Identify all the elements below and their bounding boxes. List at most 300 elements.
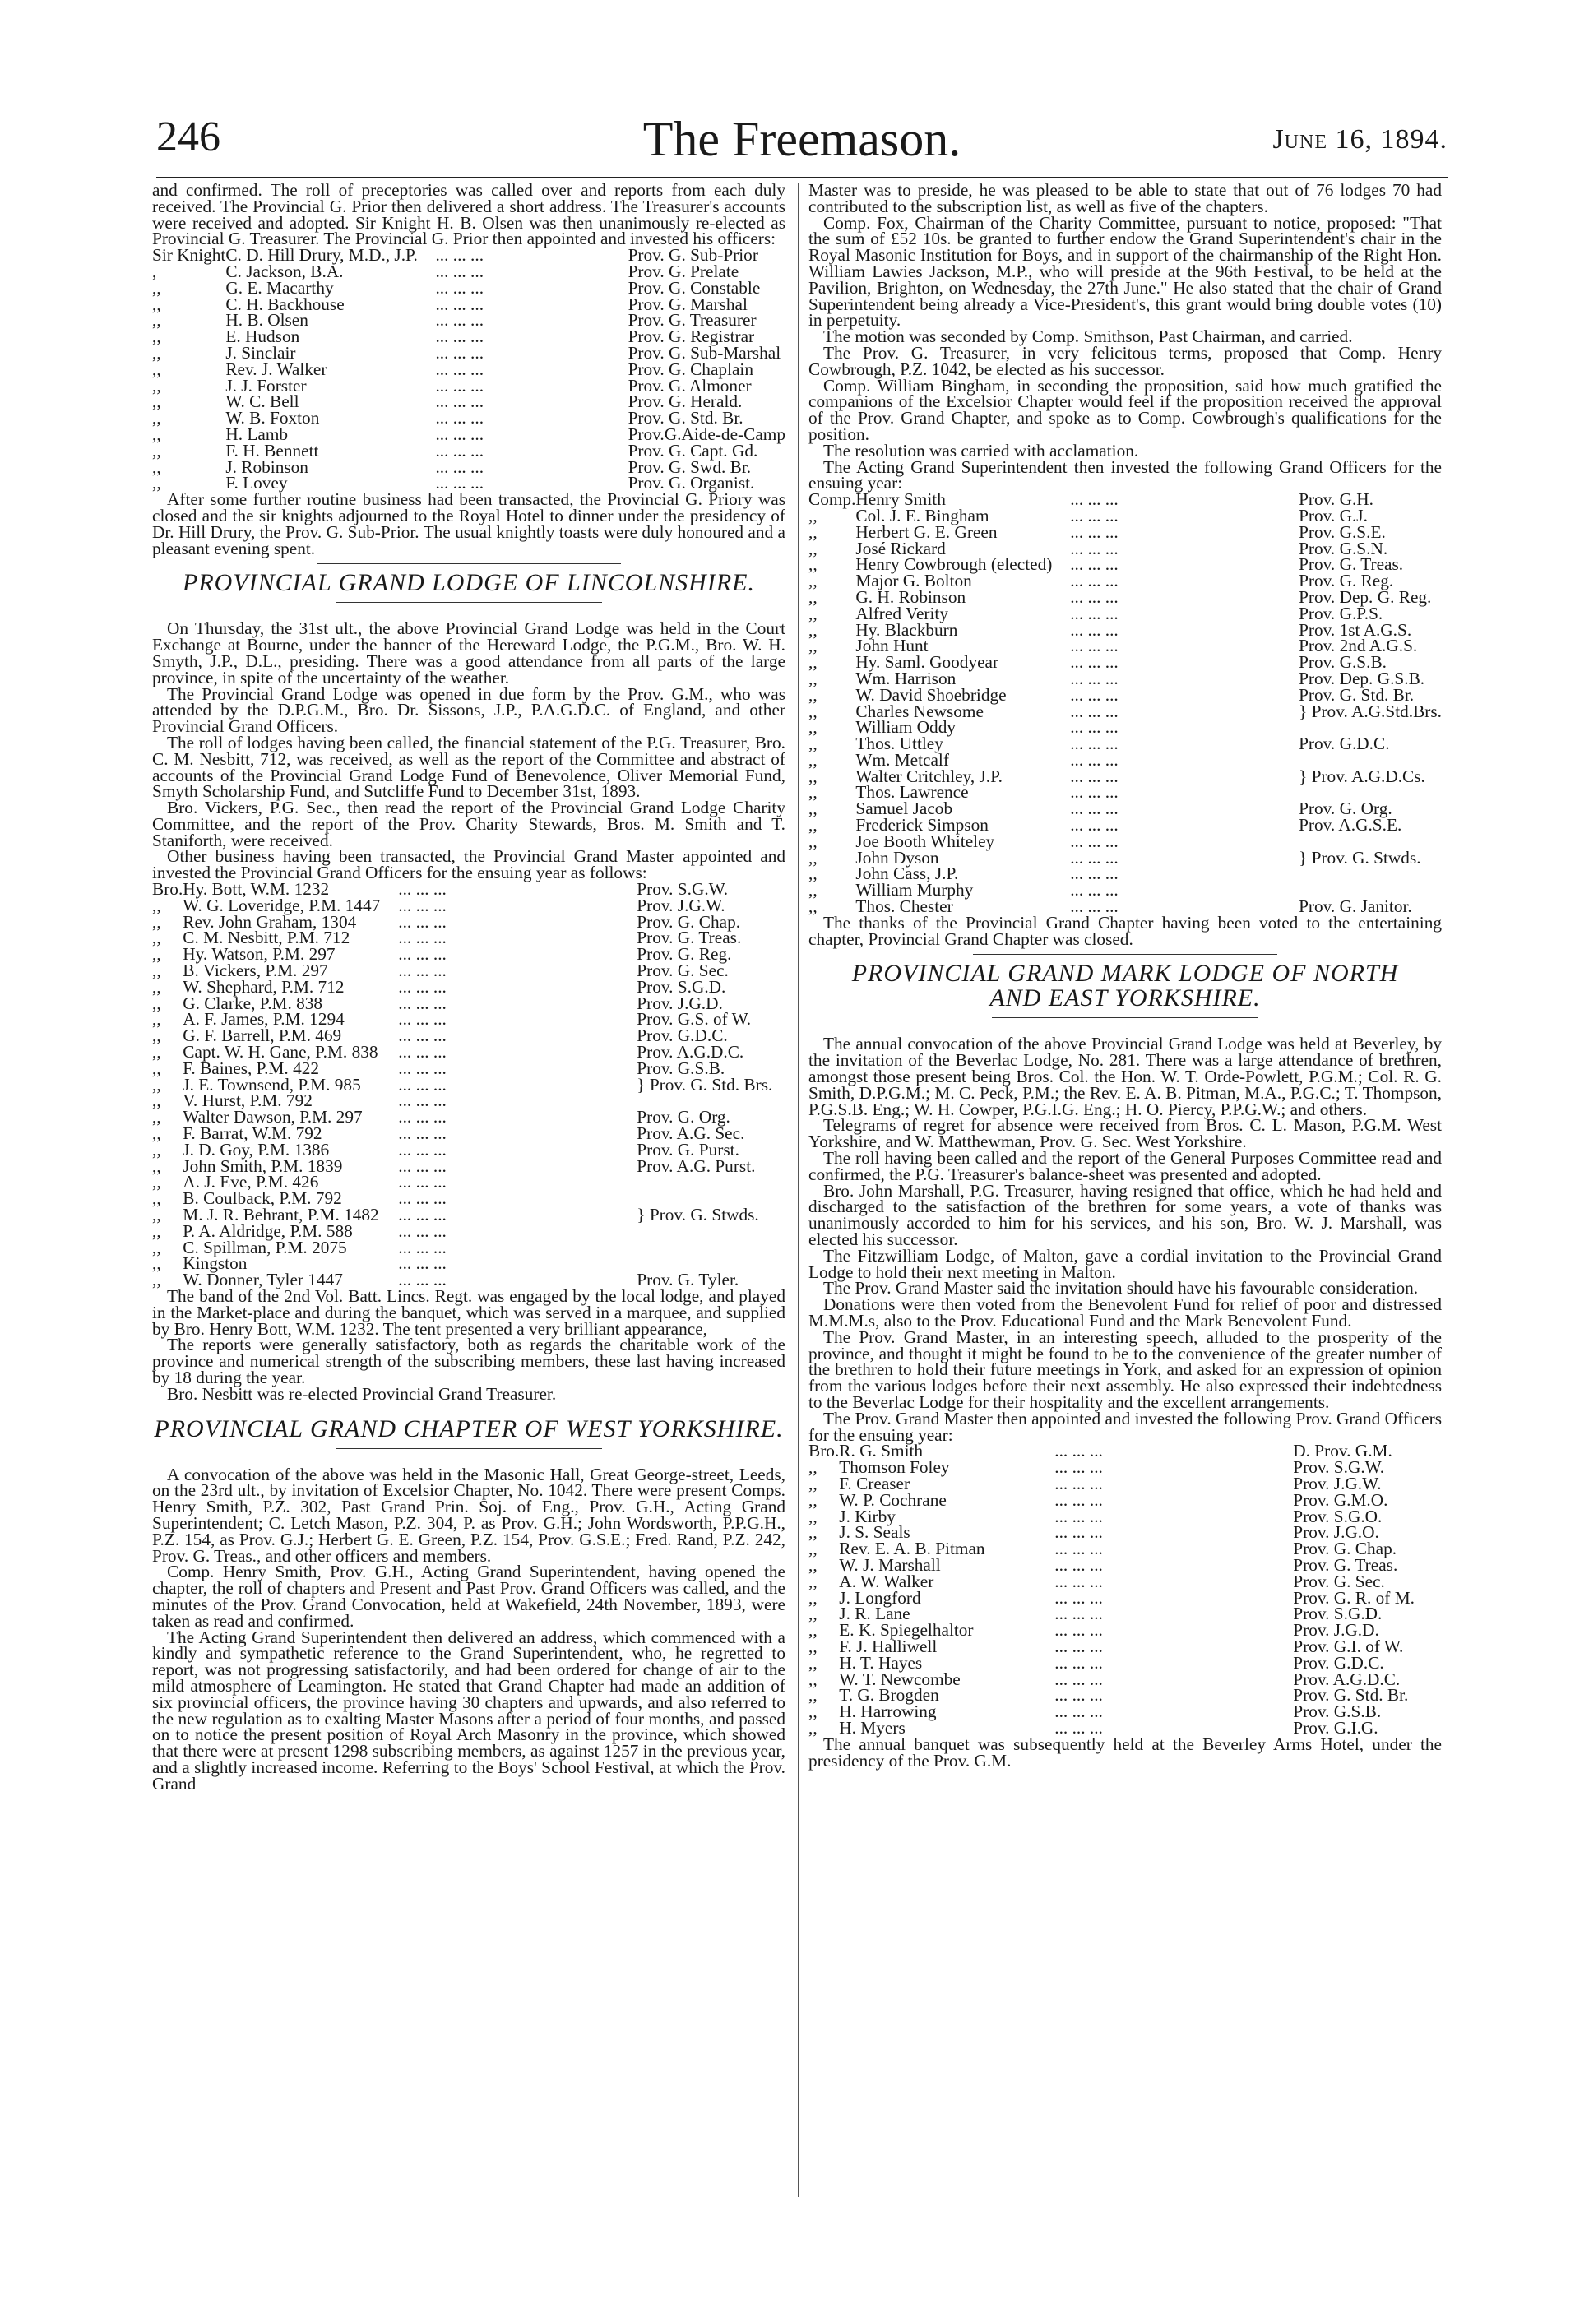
leader-dots: ... ... ...: [1070, 489, 1119, 510]
honorific: ,,: [808, 782, 818, 803]
officer-office: [637, 1224, 785, 1240]
officer-name: H. Myers: [839, 1717, 906, 1738]
officer-office: Prov. S.G.W.: [637, 879, 729, 900]
officer-office: Prov. J.G.W.: [1293, 1473, 1382, 1493]
honorific: ,,: [808, 619, 818, 640]
officer-office: Prov. Dep. G. Reg.: [1299, 586, 1432, 607]
honorific: ,,: [152, 1074, 161, 1095]
honorific: ,: [152, 261, 157, 281]
leader-dots: ... ... ...: [435, 473, 484, 493]
officer-name: J. R. Lane: [839, 1604, 910, 1624]
officer-office: } Prov. G. Stwds.: [1299, 847, 1421, 868]
officer-name: José Rickard: [855, 538, 946, 558]
honorific: Comp.: [808, 489, 856, 510]
officer-name: W. P. Cochrane: [839, 1489, 947, 1510]
officer-name: J. J. Forster: [225, 375, 307, 396]
officer-office: } Prov. A.G.D.Cs.: [1299, 766, 1425, 786]
leader-dots: ... ... ...: [398, 1220, 447, 1241]
honorific: ,,: [808, 1587, 818, 1608]
leader-dots: ... ... ...: [435, 440, 484, 461]
preceptory-officers-table: [152, 245, 785, 493]
officer-name: F. Baines, P.M. 422: [183, 1058, 320, 1078]
leader-dots: ... ... ...: [435, 245, 484, 266]
paragraph: Bro. Vickers, P.G. Sec., then read the report of the Provincial Grand Lodge Charity Committee, and the report of the Prov. Charity Stewards, Bros. M. Smith and T. Staniforth, were received.: [152, 798, 785, 850]
leader-dots: ... ... ...: [1054, 1473, 1103, 1493]
officer-name: P. A. Aldridge, P.M. 588: [183, 1220, 353, 1241]
officer-office: Prov. 2nd A.G.S.: [1299, 636, 1418, 656]
honorific: ,,: [152, 1205, 161, 1225]
officer-name: J. E. Townsend, P.M. 985: [183, 1074, 361, 1095]
officer-office: Prov. G. Reg.: [637, 944, 732, 965]
officer-name: G. Clarke, P.M. 838: [183, 993, 323, 1013]
officer-office: Prov. G. Std. Br.: [1293, 1685, 1409, 1706]
officer-name: E. K. Spiegelhaltor: [839, 1620, 974, 1641]
leader-dots: ... ... ...: [1054, 1701, 1103, 1722]
officer-name: W. Donner, Tyler 1447: [183, 1270, 343, 1290]
officer-office: Prov. J.G.D.: [1293, 1620, 1379, 1641]
honorific: ,,: [152, 342, 161, 363]
officer-name: Hy. Blackburn: [855, 619, 958, 640]
honorific: ,,: [152, 993, 161, 1013]
honorific: ,,: [152, 1172, 161, 1192]
officer-name: Rev. E. A. B. Pitman: [839, 1539, 985, 1559]
honorific: ,,: [808, 896, 818, 917]
officer-office: Prov. G. Treas.: [1293, 1554, 1398, 1575]
officer-name: R. G. Smith: [839, 1441, 924, 1461]
honorific: ,,: [808, 847, 818, 868]
leader-dots: ... ... ...: [398, 1253, 447, 1274]
honorific: ,,: [808, 1685, 818, 1706]
officer-name: G. H. Robinson: [855, 586, 966, 607]
officer-office: Prov. J.G.D.: [637, 993, 723, 1013]
honorific: ,,: [808, 603, 818, 623]
paragraph: Telegrams of regret for absence were received from Bros. C. L. Mason, P.G.M. West Yorkshire, and W. Matthewman, Prov. G. Sec. West Yorkshire.: [808, 1115, 1442, 1152]
officer-name: C. D. Hill Drury, M.D., J.P.: [225, 245, 418, 266]
leader-dots: ... ... ...: [1070, 880, 1119, 900]
officer-office: } Prov. G. Stwds.: [637, 1205, 759, 1225]
leader-dots: ... ... ...: [398, 1172, 447, 1192]
leader-dots: ... ... ...: [435, 359, 484, 379]
leader-dots: ... ... ...: [1070, 766, 1119, 786]
honorific: ,,: [152, 440, 161, 461]
honorific: ,,: [808, 717, 818, 738]
leader-dots: ... ... ...: [1054, 1506, 1103, 1526]
leader-dots: ... ... ...: [1070, 521, 1119, 542]
honorific: ,,: [808, 701, 818, 721]
officer-name: Thos. Uttley: [855, 734, 943, 754]
officer-name: Wm. Harrison: [855, 668, 957, 688]
leader-dots: ... ... ...: [1054, 1554, 1103, 1575]
leader-dots: ... ... ...: [1054, 1539, 1103, 1559]
honorific: ,,: [808, 749, 818, 770]
officer-name: William Oddy: [855, 717, 956, 738]
divider-rule: [336, 602, 601, 603]
officer-name: H. Lamb: [225, 424, 289, 444]
honorific: ,,: [808, 652, 818, 673]
honorific: ,,: [808, 1604, 818, 1624]
divider-rule: [317, 563, 621, 564]
officer-office: Prov. G.S.B.: [637, 1058, 725, 1078]
officer-office: Prov. G. Sec.: [1293, 1571, 1385, 1591]
honorific: ,,: [152, 294, 161, 314]
officer-office: Prov. G. Reg.: [1299, 571, 1394, 591]
heading-mark-lodge-line1: PROVINCIAL GRAND MARK LODGE OF NORTH: [851, 960, 1399, 988]
officer-office: Prov. G. Org.: [1299, 799, 1392, 819]
honorific: ,,: [808, 538, 818, 558]
paragraph: The annual convocation of the above Provincial Grand Lodge was held at Beverley, by the invitation of the Beverlac Lodge, No. 281. There was a large attendance of brethren, amongst those present being Bros. Col. the Hon. W. T. Orde-Powlett, P.G.M.; Col. R. G. Smith, D.P.G.M.; M. C. Peck, P.M.; the Rev. E. A. B. Pitman, M.A., P.G.C.; T. Thompson, P.G.S.B. Eng.; W. H. Cowper, P.G.I.G. Eng.; H. O. Piercy, P.P.G.W.; and others.: [808, 1034, 1442, 1119]
leader-dots: ... ... ...: [435, 277, 484, 298]
honorific: ,,: [808, 815, 818, 836]
officer-office: Prov. A.G. Sec.: [637, 1123, 745, 1144]
paragraph: The resolution was carried with acclamation.: [823, 440, 1139, 461]
mark-officers-table: [808, 1443, 1442, 1736]
officer-office: Prov. G. Marshal: [628, 294, 748, 314]
honorific: ,,: [152, 277, 161, 298]
honorific: ,,: [152, 1188, 161, 1209]
paragraph: Comp. Henry Smith, Prov. G.H., Acting Grand Superintendent, having opened the chapter, the roll of chapters and Present and Past Prov. Grand Officers was called, and the minutes of the Prov. Grand Convocation, held at Wakefield, 24th November, 1893, were taken as read and confirmed.: [152, 1562, 785, 1631]
officer-name: F. Creaser: [839, 1473, 910, 1493]
honorific: ,,: [808, 505, 818, 525]
paragraph: The roll having been called and the report of the General Purposes Committee read and confirmed, the P.G. Treasurer's balance-sheet was presented and adopted.: [808, 1148, 1442, 1184]
officer-name: C. Jackson, B.A.: [225, 261, 344, 281]
divider-rule: [973, 954, 1277, 955]
issue-date: June 16, 1894.: [1272, 124, 1448, 155]
leader-dots: ... ... ...: [435, 310, 484, 331]
honorific: ,,: [152, 1270, 161, 1290]
officer-name: Major G. Bolton: [855, 571, 972, 591]
paragraph: Donations were then voted from the Benevolent Fund for relief of poor and distressed M.M.M.s, also to the Prov. Educational Fund and the Mark Benevolent Fund.: [808, 1294, 1442, 1331]
paragraph: and confirmed. The roll of preceptories was called over and reports from each duly received. The Provincial G. Prior then delivered a short address. The Treasurer's accounts were received and adopted. Sir Knight H. B. Olsen was then unanimously re-elected as Provincial G. Treasurer. The Provincial G. Prior then appointed and invested his officers:: [152, 180, 785, 249]
paragraph: Bro. Nesbitt was re-elected Provincial Grand Treasurer.: [167, 1383, 557, 1404]
leader-dots: ... ... ...: [435, 456, 484, 477]
officer-office: Prov. G. Sub-Marshal: [628, 342, 781, 363]
leader-dots: ... ... ...: [1070, 717, 1119, 738]
officer-office: [637, 1174, 785, 1191]
officer-name: Frederick Simpson: [855, 815, 989, 836]
officer-name: Hy. Saml. Goodyear: [855, 652, 999, 673]
leader-dots: ... ... ...: [398, 1155, 447, 1176]
leader-dots: ... ... ...: [398, 976, 447, 997]
heading-mark-lodge-line2: AND EAST YORKSHIRE.: [989, 984, 1261, 1012]
leader-dots: ... ... ...: [398, 1042, 447, 1062]
masthead: [156, 111, 1448, 178]
leader-dots: ... ... ...: [1070, 571, 1119, 591]
paragraph: Comp. Fox, Chairman of the Charity Committee, pursuant to notice, proposed: "That the sum of £52 10s. be granted to further endow the Grand Superintendent's chair in the Royal Masonic Institution for Boys, and in support of the chairmanship of the Right Hon. William Lawies Jackson, M.P., who will preside at the 96th Festival, to be held at the Pavilion, Brighton, on Wednesday, the 27th June." He also stated that the chair of Grand Superintendent being already a Vice-President's, this grant would bring double votes (10) in perpetuity.: [808, 212, 1442, 331]
officer-name: Henry Cowbrough (elected): [855, 554, 1053, 575]
officer-row: [152, 1240, 785, 1257]
column-divider: [798, 183, 799, 2197]
leader-dots: ... ... ...: [1070, 505, 1119, 525]
honorific: ,,: [152, 1139, 161, 1160]
honorific: ,,: [152, 1253, 161, 1274]
officer-name: F. J. Halliwell: [839, 1636, 938, 1656]
officer-office: Prov. G. Tyler.: [637, 1270, 739, 1290]
officer-office: Prov. S.G.W.: [1293, 1457, 1385, 1478]
leader-dots: ... ... ...: [398, 1139, 447, 1160]
honorific: ,,: [808, 684, 818, 705]
leader-dots: ... ... ...: [398, 1270, 447, 1290]
officer-name: A. F. James, P.M. 1294: [183, 1009, 345, 1030]
honorific: ,,: [808, 521, 818, 542]
leader-dots: ... ... ...: [1070, 554, 1119, 575]
honorific: ,,: [152, 391, 161, 412]
officer-office: Prov. G. Constable: [628, 277, 761, 298]
officer-name: Thos. Chester: [855, 896, 953, 917]
officer-name: W. J. Marshall: [839, 1554, 941, 1575]
officer-name: Rev. John Graham, 1304: [183, 911, 357, 932]
officer-office: Prov. J.G.W.: [637, 895, 725, 915]
honorific: ,,: [152, 326, 161, 347]
honorific: ,,: [152, 1220, 161, 1241]
leader-dots: ... ... ...: [398, 1058, 447, 1078]
honorific: ,,: [808, 799, 818, 819]
officer-office: Prov. A.G.D.C.: [637, 1042, 744, 1062]
officer-name: Alfred Verity: [855, 603, 948, 623]
honorific: ,,: [152, 944, 161, 965]
paragraph: On Thursday, the 31st ult., the above Provincial Grand Lodge was held in the Court Exchange at Bourne, under the banner of the Hereward Lodge, the P.G.M., Bro. W. H. Smyth, J.P., D.L., presiding. There was a good attendance from all parts of the large province, in spite of the uncertainty of the weather.: [152, 618, 785, 687]
officer-name: H. Harrowing: [839, 1701, 937, 1722]
honorific: ,,: [808, 880, 818, 900]
leader-dots: ... ... ...: [398, 1237, 447, 1257]
officer-office: Prov. G.D.C.: [1299, 734, 1390, 754]
officer-name: B. Vickers, P.M. 297: [183, 961, 328, 981]
honorific: Bro.: [808, 1441, 840, 1461]
officer-name: G. E. Macarthy: [225, 277, 334, 298]
officer-office: Prov. G.S.N.: [1299, 538, 1388, 558]
leader-dots: ... ... ...: [398, 1123, 447, 1144]
leader-dots: ... ... ...: [1054, 1571, 1103, 1591]
officer-office: Prov. G. Sec.: [637, 961, 729, 981]
leader-dots: ... ... ...: [435, 326, 484, 347]
leader-dots: ... ... ...: [1070, 701, 1119, 721]
honorific: ,,: [808, 636, 818, 656]
leader-dots: ... ... ...: [398, 1205, 447, 1225]
officer-name: J. Longford: [839, 1587, 921, 1608]
officer-name: H. B. Olsen: [225, 310, 308, 331]
leader-dots: ... ... ...: [435, 391, 484, 412]
leader-dots: ... ... ...: [1070, 799, 1119, 819]
right-column: [808, 180, 1442, 1771]
lincolnshire-officers-table: [152, 879, 785, 1290]
honorific: ,,: [152, 310, 161, 331]
officer-office: Prov. G. Sub-Prior: [628, 245, 758, 266]
honorific: ,,: [808, 1489, 818, 1510]
leader-dots: ... ... ...: [398, 911, 447, 932]
honorific: ,,: [808, 1669, 818, 1689]
honorific: ,,: [152, 911, 161, 932]
honorific: ,,: [152, 961, 161, 981]
honorific: ,,: [808, 571, 818, 591]
officer-office: Prov. G.M.O.: [1293, 1489, 1388, 1510]
heading-west-yorkshire: PROVINCIAL GRAND CHAPTER OF WEST YORKSHIRE.: [154, 1414, 784, 1442]
leader-dots: ... ... ...: [435, 408, 484, 428]
officer-office: Prov. G.P.S.: [1299, 603, 1383, 623]
officer-office: Prov. G. Capt. Gd.: [628, 440, 758, 461]
paragraph: The roll of lodges having been called, the financial statement of the P.G. Treasurer, Bro. C. M. Nesbitt, 712, was received, as well as the report of the Committee and abstract of accounts of the Provincial Grand Lodge Fund of Benevolence, Oliver Memorial Fund, Smyth Scholarship Fund, and Sutcliffe Fund to December 31st, 1893.: [152, 732, 785, 802]
officer-office: Prov. G. R. of M.: [1293, 1587, 1415, 1608]
paragraph: The motion was seconded by Comp. Smithson, Past Chairman, and carried.: [823, 326, 1353, 347]
paragraph: The Prov. Grand Master said the invitation should have his favourable consideration.: [823, 1278, 1419, 1299]
officer-name: Capt. W. H. Gane, P.M. 838: [183, 1042, 378, 1062]
officer-name: W. David Shoebridge: [855, 684, 1007, 705]
officer-office: Prov. G.D.C.: [1293, 1652, 1384, 1673]
officer-name: John Smith, P.M. 1839: [183, 1155, 343, 1176]
officer-office: Prov. G. Purst.: [637, 1139, 739, 1160]
leader-dots: ... ... ...: [1054, 1441, 1103, 1461]
leader-dots: ... ... ...: [398, 1074, 447, 1095]
officer-office: Prov. G.J.: [1299, 505, 1368, 525]
left-column: [152, 180, 785, 1794]
officer-office: Prov. G. Treas.: [637, 928, 742, 948]
officer-name: B. Coulback, P.M. 792: [183, 1188, 342, 1209]
officer-name: Rev. J. Walker: [225, 359, 327, 379]
officer-name: Walter Dawson, P.M. 297: [183, 1107, 363, 1127]
officer-office: Prov. A.G.S.E.: [1299, 815, 1402, 836]
officer-name: V. Hurst, P.M. 792: [183, 1090, 313, 1111]
leader-dots: ... ... ...: [398, 1107, 447, 1127]
paragraph: The Provincial Grand Lodge was opened in due form by the Prov. G.M., who was attended by the D.P.G.M., Bro. Dr. Sissons, J.P., P.A.G.D.C. of England, and other Provincial Grand Officers.: [152, 683, 785, 737]
officer-name: William Murphy: [855, 880, 974, 900]
divider-rule: [992, 1017, 1258, 1018]
officer-office: [1299, 866, 1442, 882]
honorific: ,,: [152, 424, 161, 444]
honorific: ,,: [808, 1457, 818, 1478]
officer-name: C. M. Nesbitt, P.M. 712: [183, 928, 350, 948]
paragraph: A convocation of the above was held in the Masonic Hall, Great George-street, Leeds, on the 23rd ult., by invitation of Excelsior Chapter, No. 1042. There were present Comps. Henry Smith, P.Z. 302, Past Grand Prin. Soj. of Eng., Prov. G.H., Acting Grand Superintendent; C. Letch Mason, P.Z. 304, P. as Prov. G.H.; John Wordsworth, P.P.G.H., P.Z. 154, as Prov. G.J.; Herbert G. E. Green, P.Z. 154, Prov. G.S.E.; Fred. Rand, P.Z. 242, Prov. G. Treas., and other officers and members.: [152, 1464, 785, 1566]
officer-name: A. J. Eve, P.M. 426: [183, 1172, 319, 1192]
honorific: ,,: [808, 1701, 818, 1722]
leader-dots: ... ... ...: [1070, 684, 1119, 705]
officer-office: } Prov. G. Std. Brs.: [637, 1074, 773, 1095]
leader-dots: ... ... ...: [1070, 847, 1119, 868]
officer-name: Samuel Jacob: [855, 799, 953, 819]
leader-dots: ... ... ...: [1054, 1604, 1103, 1624]
leader-dots: ... ... ...: [435, 294, 484, 314]
leader-dots: ... ... ...: [1070, 734, 1119, 754]
leader-dots: ... ... ...: [1070, 538, 1119, 558]
officer-name: Charles Newsome: [855, 701, 984, 721]
honorific: ,,: [808, 863, 818, 884]
honorific: ,,: [808, 554, 818, 575]
officer-office: Prov. G.S.B.: [1293, 1701, 1382, 1722]
officer-office: Prov. G. Herald.: [628, 391, 743, 412]
leader-dots: ... ... ...: [1054, 1652, 1103, 1673]
paragraph: Other business having been transacted, the Provincial Grand Master appointed and invested the Provincial Grand Officers for the ensuing year as follows:: [152, 846, 785, 883]
officer-name: F. Lovey: [225, 473, 288, 493]
officer-office: Prov. 1st A.G.S.: [1299, 619, 1412, 640]
honorific: ,,: [152, 1025, 161, 1046]
officer-office: Prov. G. Treasurer: [628, 310, 757, 331]
honorific: ,,: [808, 1620, 818, 1641]
officer-office: Prov. G. Swd. Br.: [628, 456, 752, 477]
officer-name: Walter Critchley, J.P.: [855, 766, 1003, 786]
officer-name: F. H. Bennett: [225, 440, 319, 461]
paragraph: The band of the 2nd Vol. Batt. Lincs. Regt. was engaged by the local lodge, and played in the Market-place and during the banquet, which was served in a marquee, and supplied by Bro. Henry Bott, W.M. 1232. The tent presented a very brilliant appearance,: [152, 1286, 785, 1339]
officer-office: Prov. G. Chap.: [637, 911, 741, 932]
officer-office: Prov.G.Aide-de-Camp: [628, 424, 785, 444]
honorific: ,,: [808, 1473, 818, 1493]
leader-dots: ... ... ...: [398, 993, 447, 1013]
leader-dots: ... ... ...: [1054, 1685, 1103, 1706]
officer-name: A. W. Walker: [839, 1571, 934, 1591]
leader-dots: ... ... ...: [1054, 1717, 1103, 1738]
officer-office: Prov. S.G.D.: [637, 976, 726, 997]
officer-name: Thos. Lawrence: [855, 782, 969, 803]
leader-dots: ... ... ...: [1054, 1636, 1103, 1656]
leader-dots: ... ... ...: [1070, 831, 1119, 851]
honorific: ,,: [152, 1155, 161, 1176]
heading-lincolnshire: PROVINCIAL GRAND LODGE OF LINCOLNSHIRE.: [183, 569, 755, 597]
officer-name: Herbert G. E. Green: [855, 521, 998, 542]
officer-name: John Hunt: [855, 636, 929, 656]
honorific: ,,: [808, 734, 818, 754]
paragraph: Master was to preside, he was pleased to be able to state that out of 76 lodges 70 had contributed to the subscription list, as well as five of the chapters.: [808, 180, 1442, 216]
honorific: ,,: [152, 976, 161, 997]
honorific: Sir Knight: [152, 245, 226, 266]
leader-dots: ... ... ...: [398, 879, 447, 900]
officer-office: Prov. G. Organist.: [628, 473, 755, 493]
officer-name: Joe Booth Whiteley: [855, 831, 995, 851]
officer-office: Prov. G. Almoner: [628, 375, 752, 396]
officer-office: Prov. G.S.E.: [1299, 521, 1386, 542]
honorific: ,,: [808, 1554, 818, 1575]
officer-name: W. Shephard, P.M. 712: [183, 976, 345, 997]
honorific: ,,: [152, 1123, 161, 1144]
leader-dots: ... ... ...: [435, 342, 484, 363]
leader-dots: ... ... ...: [1054, 1522, 1103, 1543]
leader-dots: ... ... ...: [1070, 815, 1119, 836]
officer-name: G. F. Barrell, P.M. 469: [183, 1025, 342, 1046]
officer-name: W. T. Newcombe: [839, 1669, 961, 1689]
officer-office: Prov. G. Std. Br.: [1299, 684, 1415, 705]
leader-dots: ... ... ...: [1070, 586, 1119, 607]
officer-name: C. Spillman, P.M. 2075: [183, 1237, 347, 1257]
leader-dots: ... ... ...: [398, 895, 447, 915]
officer-name: H. T. Hayes: [839, 1652, 923, 1673]
honorific: ,,: [152, 473, 161, 493]
leader-dots: ... ... ...: [1070, 749, 1119, 770]
officer-name: Col. J. E. Bingham: [855, 505, 989, 525]
officer-name: W. G. Loveridge, P.M. 1447: [183, 895, 381, 915]
officer-office: Prov. A.G.D.C.: [1293, 1669, 1401, 1689]
leader-dots: ... ... ...: [398, 1090, 447, 1111]
newspaper-title: The Freemason.: [642, 112, 961, 166]
officer-office: Prov. G.I.G.: [1293, 1717, 1378, 1738]
paragraph: The Acting Grand Superintendent then delivered an address, which commenced with a kindly and sympathetic reference to the Grand Superintendent, who, he regretted to report, was not progressing satisfactorily, and had been ordered for change of air to the mild atmosphere of Leamington. He stated that Grand Chapter had made an addition of six provincial officers, the province having 30 chapters and upwards, and also referred to the new regulation as to exalting Master Masons after a period of four months, and passed on to notice the present position of Royal Arch Masonry in the province, which showed that there were at present 1298 subscribing members, as against 1257 in the previous year, and a slightly increased income. Referring to the Boys' School Festival, at which the Prov. Grand: [152, 1627, 785, 1794]
honorific: ,,: [808, 1539, 818, 1559]
officer-name: T. G. Brogden: [839, 1685, 939, 1706]
honorific: ,,: [152, 895, 161, 915]
officer-name: J. Robinson: [225, 456, 308, 477]
officer-office: Prov. G. Std. Br.: [628, 408, 743, 428]
leader-dots: ... ... ...: [1070, 782, 1119, 803]
officer-name: W. B. Foxton: [225, 408, 320, 428]
honorific: ,,: [808, 1506, 818, 1526]
leader-dots: ... ... ...: [1070, 603, 1119, 623]
paragraph: The Prov. Grand Master then appointed and invested the following Prov. Grand Officers for the ensuing year:: [808, 1408, 1442, 1445]
officer-name: E. Hudson: [225, 326, 300, 347]
paragraph: The Prov. G. Treasurer, in very felicitous terms, proposed that Comp. Henry Cowbrough, P.Z. 1042, be elected as his successor.: [808, 342, 1442, 379]
honorific: ,,: [152, 456, 161, 477]
officer-name: J. Sinclair: [225, 342, 296, 363]
honorific: ,,: [808, 1717, 818, 1738]
honorific: ,,: [808, 1522, 818, 1543]
officer-office: Prov. G. Chaplain: [628, 359, 753, 379]
leader-dots: ... ... ...: [398, 961, 447, 981]
officer-office: Prov. G.H.: [1299, 489, 1373, 510]
honorific: ,,: [152, 1009, 161, 1030]
officer-name: F. Barrat, W.M. 792: [183, 1123, 322, 1144]
